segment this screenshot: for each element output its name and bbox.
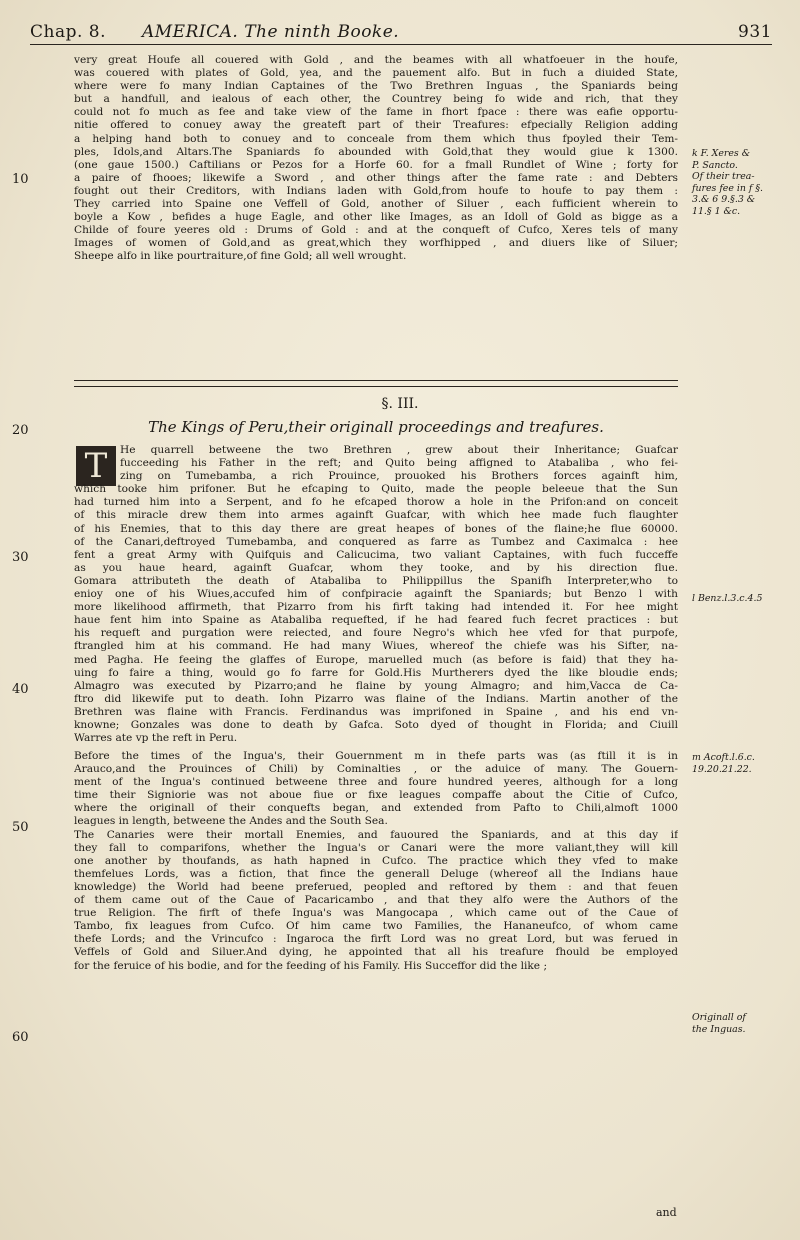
line-number-60: 60 (12, 1030, 29, 1045)
text-line: a helping hand both to conuey and to conceale from them which thus fpoyled their Tem- (74, 132, 678, 145)
text-line: fucceeding his Father in the reft; and Quito being affigned to Atabaliba , who fei- (120, 457, 678, 470)
text-line: ftro did likewife put to death. Iohn Pizarro was flaine of the Indians. Martin another of the (74, 692, 678, 705)
margin-note-line: P. Sancto. (692, 159, 738, 171)
line-number-50: 50 (12, 820, 29, 835)
line-number-30: 30 (12, 550, 29, 565)
text-line: med Pagha. He feeing the glaffes of Europe, maruelled much (as before is faid) that they ha- (74, 653, 678, 666)
text-line: of his Enemies, that to this day there are great heapes of bones of the flaine;he flue 60000. (74, 522, 678, 535)
text-line: they fall to comparifons, whether the Ingua's or Canari were the more valiant,they will kill (74, 841, 678, 854)
text-line: of this miracle drew them into armes againft Guafcar, with which hee made fuch flaughter (74, 509, 678, 522)
text-line: which tooke him prifoner. But he efcaping to Quito, made the people beleeue that the Sun (74, 483, 678, 496)
margin-note-line: the Inguas. (692, 1023, 746, 1035)
text-line: themfelues Lords, was a fiction, that fince the generall Deluge (whereof all the Indians haue (74, 867, 678, 880)
text-line: very great Houfe all couered with Gold , and the beames with all whatfoeuer in the houfe, (74, 54, 678, 66)
text-line: where were fo many Indian Captaines of the Two Brethren Inguas , the Spaniards being (74, 80, 678, 93)
text-line: had turned him into a Serpent, and fo he efcaped thorow a hole in the Prifon:and on conceit (74, 496, 678, 509)
text-line: enioy one of his Wiues,accufed him of confpiracie againft the Spaniards; but Benzo l with (74, 588, 678, 601)
text-line: Childe of foure yeeres old : Drums of Gold : and at the conqueft of Cufco, Xeres tels of many (74, 224, 678, 237)
margin-note-line: 11.§ 1 &c. (692, 205, 741, 217)
line-number-20: 20 (12, 423, 29, 438)
margin-note-line: 19.20.21.22. (692, 763, 752, 775)
text-line: where the originall of their conquefts began, and extended from Pafto to Chili,almoft 1000 (74, 802, 678, 815)
catchword: and (656, 1206, 677, 1219)
text-line: but a handfull, and iealous of each other, the Countrey being fo wide and rich, that they (74, 93, 678, 106)
text-line: ment of the Ingua's continued betweene three and foure hundred yeeres, although for a long (74, 776, 678, 789)
text-line: Veffels of Gold and Siluer.And dying, he appointed that all his treafure fhould be employed (74, 946, 678, 959)
line-number-40: 40 (12, 682, 29, 697)
text-line: as you haue heard, againft Guafcar, whom they tooke, and by his direction flue. (74, 561, 678, 574)
margin-note-line: m Acoft.l.6.c. (692, 752, 755, 763)
text-line: a paire of fhooes; likewife a Sword , and other things after the fame rate : and Debters (74, 171, 678, 184)
text-line: They carried into Spaine one Veffell of Gold, another of Siluer , each fufficient wherein to (74, 198, 678, 211)
margin-note-line: k F. Xeres & (692, 148, 751, 159)
page-number: 931 (738, 22, 772, 42)
margin-note-line: Originall of (692, 1012, 746, 1023)
text-line: true Religion. The firft of thefe Ingua's was Mangocapa , which came out of the Caue of (74, 907, 678, 920)
text-line: for the feruice of his bodie, and for the feeding of his Family. His Succeffor did the like ; (74, 959, 548, 972)
margin-note-benzo: l Benz.l.3.c.4.5 (692, 593, 763, 604)
running-header (30, 20, 772, 46)
text-line: was couered with plates of Gold, yea, and the pauement alfo. But in fuch a diuided State, (74, 67, 678, 80)
chapter-label: Chap. 8. (30, 22, 107, 42)
text-line: one another by thoufands, as hath hapned in Cufco. The practice which they vfed to make (74, 854, 678, 867)
paragraph-ingua-government (74, 750, 678, 973)
section-divider (74, 380, 678, 387)
text-line: ples, Idols,and Altars.The Spaniards fo abounded with Gold,that they would giue k 1300. (74, 145, 678, 158)
text-line: of the Canari,deftroyed Tumebamba, and conquered as farre as Tumbez and Caximalca : hee (74, 535, 678, 548)
text-line: Arauco,and the Prouinces of Chili) by Cominalties , or the aduice of many. The Gouern- (74, 763, 678, 776)
section-title: The Kings of Peru,their originall proceedings and treafures. (148, 418, 604, 436)
paragraph-treasures (74, 54, 678, 264)
text-line: Images of women of Gold,and as great,which they worfhipped , and diuers like of Siluer; (74, 237, 678, 250)
margin-note-line: fures fee in f §. (692, 182, 764, 194)
text-line: more likelihood affirmeth, that Pizarro from his firft taking had intended it. For hee might (74, 601, 678, 614)
text-line: haue fent him into Spaine as Atabaliba requefted, if he had feared fuch fecret practices : but (74, 614, 678, 627)
text-line: Brethren was flaine with Francis. Ferdinandus was imprifoned in Spaine , and his end vn- (74, 705, 678, 718)
text-line: thefe Lords; and the Vrincufco : Ingaroca the firft Lord was no great Lord, but was ferued in (74, 933, 678, 946)
text-line: Before the times of the Ingua's, their Gouernment m in thefe parts was (as ftill it is in (74, 750, 678, 762)
drop-cap-initial: T (76, 446, 116, 486)
text-line: Gomara attributeth the death of Atabaliba to Philippillus the Spanifh Interpreter,who to (74, 574, 678, 587)
text-line: ftrangled him at his command. He had many Wiues, whereof the chiefe was his Sifter, na- (74, 640, 678, 653)
text-line: knowne; Gonzales was done to death by Gafca. Soto dyed of thought in Florida; and Ciuill (74, 718, 678, 731)
margin-note-line: Of their trea- (692, 171, 755, 182)
text-line: The Canaries were their mortall Enemies, and fauoured the Spaniards, and at this day if (74, 828, 678, 841)
text-line: could not fo much as fee and take view of the fame in fhort fpace : there was eafie opportu- (74, 106, 678, 119)
running-title: AMERICA. The ninth Booke. (142, 22, 400, 42)
text-line: fought out their Creditors, with Indians laden with Gold,from houfe to houfe to pay them : (74, 184, 678, 197)
text-line: uing fo faire a thing, would go fo farre for Gold.His Murtherers dyed the like bloudie ends; (74, 666, 678, 679)
text-line: knowledge) the World had beene preferued, peopled and reftored by them : and that feuen (74, 880, 678, 893)
text-line: his requeft and purgation were reiected, and foure Negro's which hee vfed for that purpofe, (74, 627, 678, 640)
margin-note-line: 3.& 6 9.§.3 & (692, 194, 756, 205)
margin-note-xeres (692, 148, 792, 217)
text-line: zing on Tumebamba, a rich Prouince, prouoked his Brothers forces againft him, (120, 470, 678, 483)
text-line: time their Signiorie was not aboue fiue or fixe leagues compaffe about the Citie of Cufco, (74, 789, 678, 802)
text-line: boyle a Kow , befides a huge Eagle, and other like Images, as an Idoll of Gold as bigge as a (74, 211, 678, 224)
text-line: (one gaue 1500.) Caftilians or Pezos for a Horfe 60. for a fmall Rundlet of Wine ; forty for (74, 158, 678, 171)
text-line: of them came out of the Caue of Pacaricambo , and that they alfo were the Authors of the (74, 894, 678, 907)
margin-note-acosta (692, 752, 792, 775)
text-line: fent a great Army with Quifquis and Calicucima, two valiant Captaines, with fuch fucceffe (74, 548, 678, 561)
text-line: Warres ate vp the reft in Peru. (74, 732, 238, 745)
text-line: He quarrell betweene the two Brethren , grew about their Inheritance; Guafcar (120, 444, 678, 456)
margin-note-original (692, 1012, 792, 1035)
section-number: §. III. (381, 396, 419, 412)
header-rule (30, 44, 772, 45)
text-line: nitie offered to conuey away the greateft part of their Treafures: efpecially Religion adding (74, 119, 678, 132)
text-line: Almagro was executed by Pizarro;and he flaine by young Almagro; and him,Vacca de Ca- (74, 679, 678, 692)
paragraph-kings-of-peru (74, 444, 678, 745)
text-line: leagues in length, betweene the Andes and the South Sea. (74, 815, 388, 828)
text-line: Sheepe alfo in like pourtraiture,of fine Gold; all well wrought. (74, 250, 407, 263)
line-number-10: 10 (12, 172, 29, 187)
text-line: Tambo, fix leagues from Cufco. Of him came two Families, the Hananeufco, of whom came (74, 920, 678, 933)
